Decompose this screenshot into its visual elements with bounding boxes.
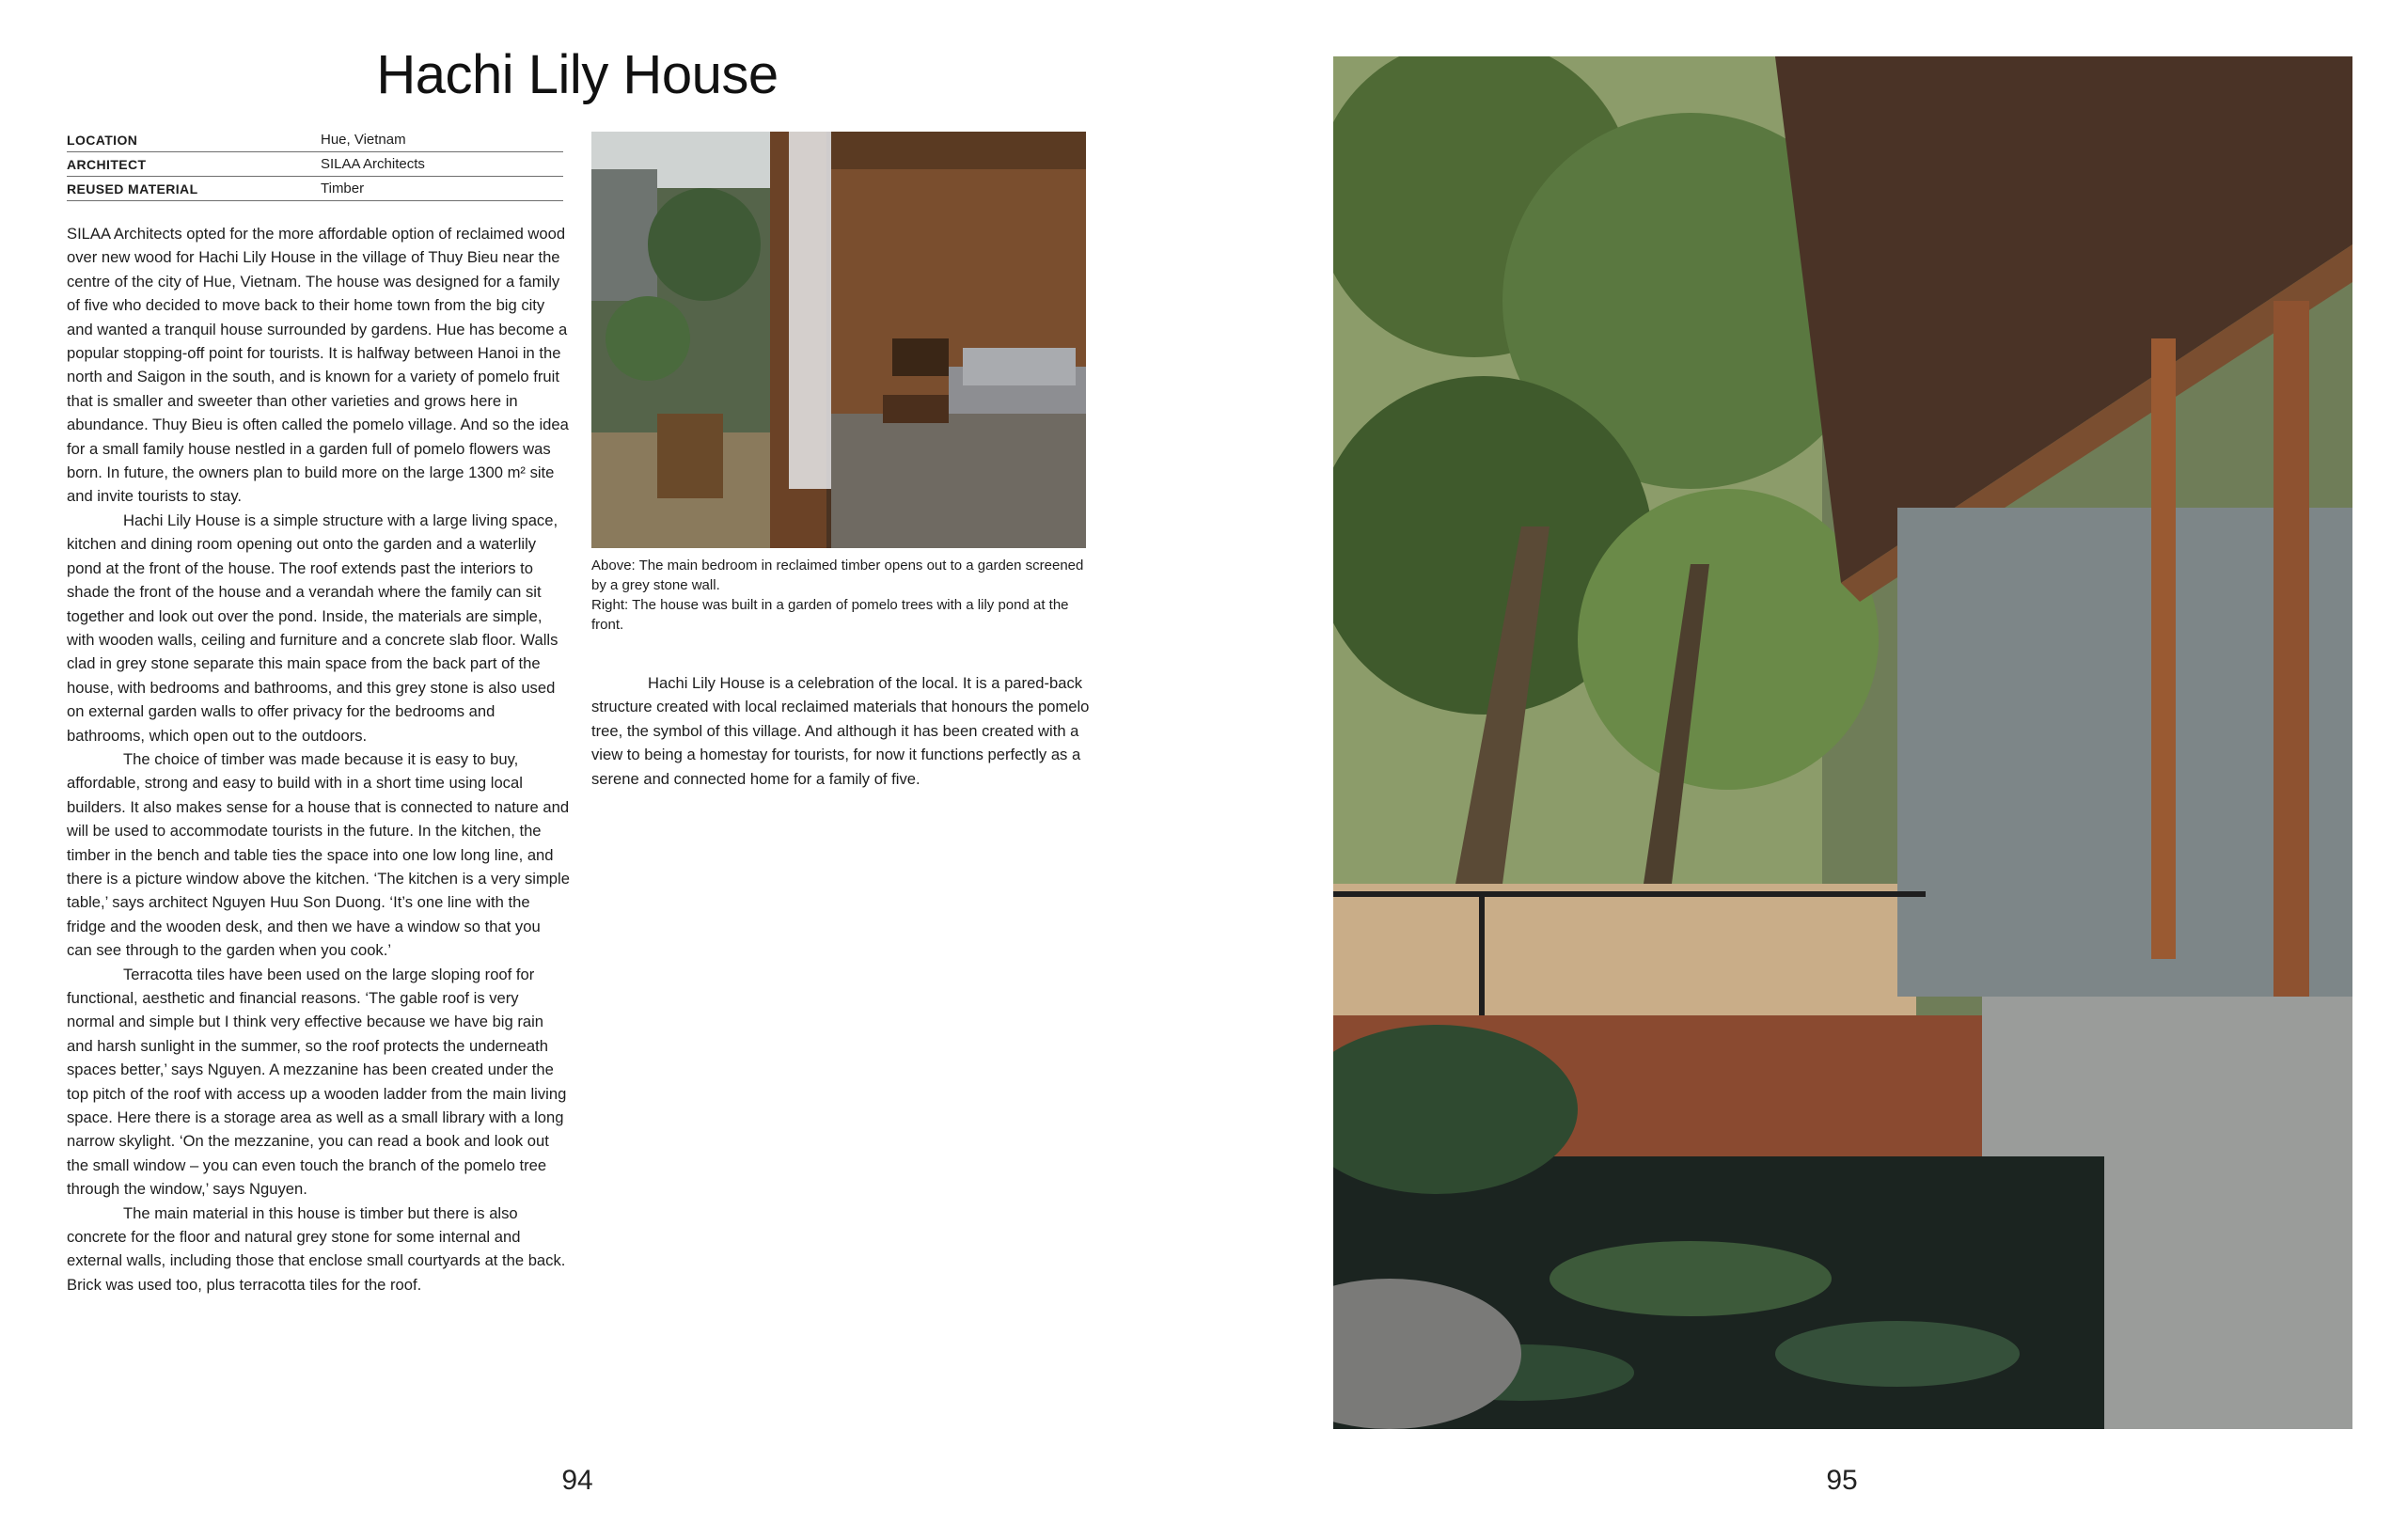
page-number-left: 94: [561, 1465, 593, 1496]
meta-key: REUSED MATERIAL: [67, 181, 198, 196]
meta-row-material: [67, 177, 563, 201]
page-title: Hachi Lily House: [376, 44, 779, 105]
project-metadata-table: [67, 128, 563, 201]
paragraph: Terracotta tiles have been used on the large sloping roof for functional, aesthetic and financial reasons. ‘The gable roof is very normal and simple but I think very effective because we have big rain and harsh sunlight in the summer, so the roof protects the underneath spaces better,’ says Nguyen. A mezzanine has been created under the top pitch of the roof with access up a wooden ladder from the main living space. Here there is a storage area as well as a small library with a long narrow skylight. ‘On the mezzanine, you can read a book and look out the small window – you can even touch the branch of the pomelo tree through the window,’ says Nguyen.: [67, 965, 567, 1199]
photo-caption: [591, 556, 1099, 635]
body-text-column-1: [67, 222, 570, 1296]
meta-row-architect: [67, 152, 563, 177]
paragraph: SILAA Architects opted for the more affordable option of reclaimed wood over new wood for Hachi Lily House in the village of Thuy Bieu near the centre of the city of Hue, Vietnam. The house was designed for a family of five who decided to move back to their home town from the big city and wanted a tranquil house surrounded by gardens. Hue has become a popular stopping-off point for tourists. It is halfway between Hanoi in the north and Saigon in the south, and is known for a variety of pomelo fruit that is smaller and sweeter than other varieties and grows here in abundance. Thuy Bieu is often called the pomelo village. And so the idea for a small family house nestled in a garden full of pomelo flowers was born. In future, the owners plan to build more on the large 1300 m² site and invite tourists to stay.: [67, 225, 569, 506]
bedroom-photo: [591, 132, 1086, 548]
meta-key: ARCHITECT: [67, 156, 147, 172]
garden-pond-photo: [1333, 56, 2352, 1429]
paragraph: Hachi Lily House is a simple structure with a large living space, kitchen and dining room opening out onto the garden and a waterlily pond at the front of the house. The roof extends past the interiors to shade the front of the house and a verandah where the family can sit together and look out over the pond. Inside, the materials are simple, with wooden walls, ceiling and furniture and a concrete slab floor. Walls clad in grey stone separate this main space from the back part of the house, with bedrooms and bathrooms, and this grey stone is also used on external garden walls to offer privacy for the bedrooms and bathrooms, which open out to the outdoors.: [67, 511, 558, 745]
meta-value: Timber: [321, 181, 365, 196]
meta-value: SILAA Architects: [321, 156, 425, 172]
caption-above: Above: The main bedroom in reclaimed timber opens out to a garden screened by a grey stone wall.: [591, 558, 1084, 593]
paragraph: Hachi Lily House is a celebration of the local. It is a pared-back structure created with local reclaimed materials that honours the pomelo tree, the symbol of this village. And although it has been created with a view to being a homestay for tourists, for now it functions perfectly as a serene and connected home for a family of five.: [591, 674, 1090, 788]
meta-key: LOCATION: [67, 132, 138, 148]
body-text-column-2: [591, 671, 1090, 791]
meta-row-location: [67, 128, 563, 152]
meta-value: Hue, Vietnam: [321, 132, 406, 148]
caption-right: Right: The house was built in a garden of pomelo trees with a lily pond at the front.: [591, 597, 1069, 633]
paragraph: The choice of timber was made because it is easy to buy, affordable, strong and easy to build with in a short time using local builders. It also makes sense for a house that is connected to nature and will be used to accommodate tourists in the future. In the kitchen, the timber in the bench and table ties the space into one low long line, and there is a picture window above the kitchen. ‘The kitchen is a very simple table,’ says architect Nguyen Huu Son Duong. ‘It’s one line with the fridge and the wooden desk, and then we have a window so that you can see through to the garden when you cook.’: [67, 749, 570, 960]
paragraph: The main material in this house is timber but there is also concrete for the floor and natural grey stone for some internal and external walls, including those that enclose small courtyards at the back. Brick was used too, plus terracotta tiles for the roof.: [67, 1203, 566, 1294]
page-number-right: 95: [1826, 1465, 1858, 1496]
